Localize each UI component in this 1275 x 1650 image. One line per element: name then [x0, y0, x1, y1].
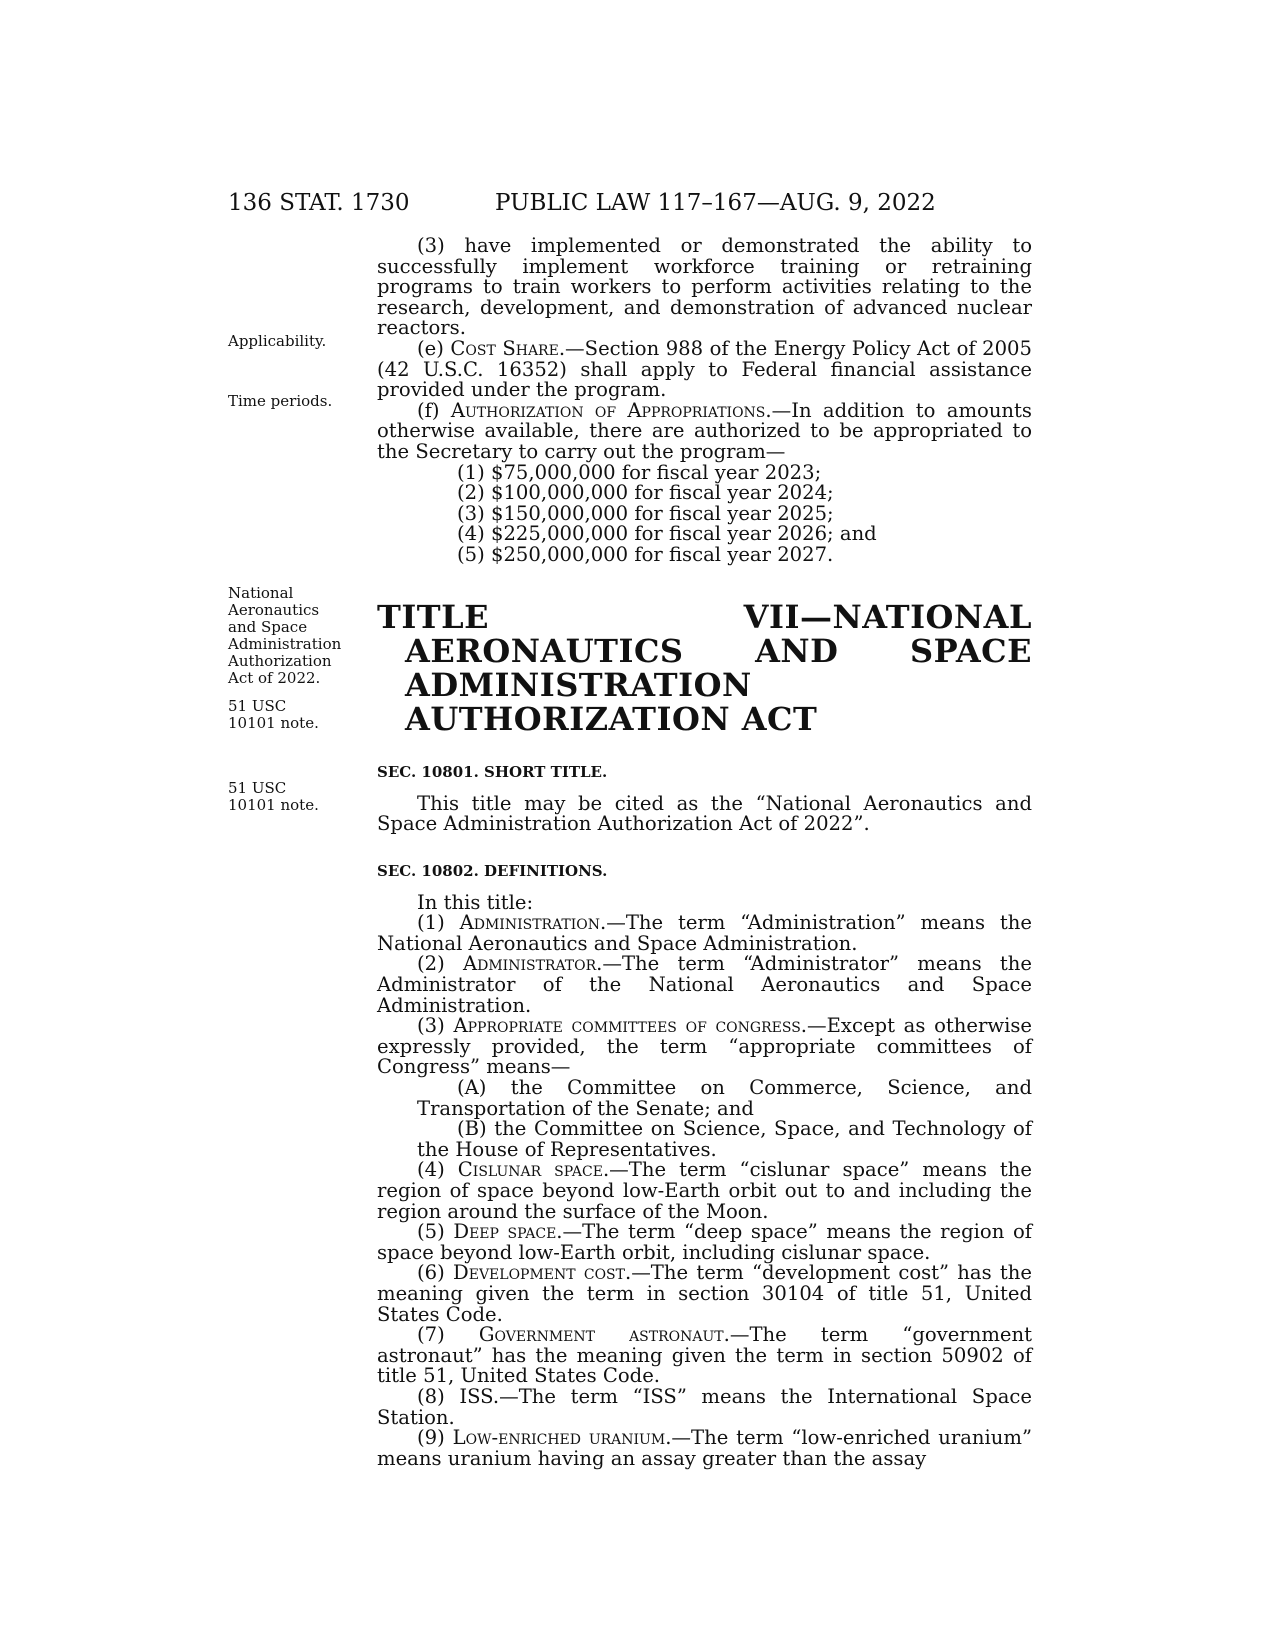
- definition-7: (7) Government astronaut.—The term “government astronaut” has the meaning given the term in section 50902 of title 51, United States Code.: [377, 1323, 1033, 1388]
- section-10801-heading: SEC. 10801. SHORT TITLE.: [377, 762, 608, 781]
- title-heading: TITLE VII—NATIONAL AERONAUTICS AND SPACE ADMINISTRATION AUTHORIZATION ACT: [377, 597, 1032, 738]
- definition-6: (6) Development cost.—The term “development cost” has the meaning given the term in section 30104 of title 51, United States Code.: [377, 1261, 1033, 1326]
- definition-2: (2) Administrator.—The term “Administrator” means the Administrator of the National Aeronautics and Space Administration.: [377, 952, 1033, 1017]
- definition-3-subparagraph-a: (A) the Committee on Commerce, Science, and Transportation of the Senate; and: [417, 1076, 1032, 1120]
- definition-4: (4) Cislunar space.—The term “cislunar space” means the region of space beyond low-Earth orbit out to and including the region around the surface of the Moon.: [377, 1158, 1033, 1223]
- definition-1: (1) Administration.—The term “Administration” means the National Aeronautics and Space Administration.: [377, 911, 1032, 955]
- margin-note-act-name: National Aeronautics and Space Administration Authorization Act of 2022.: [228, 584, 342, 687]
- paragraph-3: (3) have implemented or demonstrated the ability to successfully implement workforce training or retraining programs to train workers to perform activities relating to the research, development, and demonstration of advanced nuclear reactors.: [377, 234, 1032, 340]
- margin-note-applicability: Applicability.: [228, 332, 327, 350]
- section-10802-heading: SEC. 10802. DEFINITIONS.: [377, 861, 608, 880]
- statute-page-number: 136 STAT. 1730: [228, 190, 410, 216]
- appropriation-item: (4) $225,000,000 for fiscal year 2026; and: [457, 522, 877, 546]
- subsection-f: (f) Authorization of Appropriations.—In addition to amounts otherwise available, there are authorized to be appropriated to the Secretary to carry out the program—: [377, 398, 1032, 463]
- section-10802-intro: In this title:: [417, 890, 534, 914]
- definition-5: (5) Deep space.—The term “deep space” means the region of space beyond low-Earth orbit, including cislunar space.: [377, 1220, 1032, 1264]
- subsection-e-heading: Cost Share: [450, 336, 559, 360]
- subsection-e: (e) Cost Share.—Section 988 of the Energy Policy Act of 2005 (42 U.S.C. 16352) shall apply to Federal financial assistance provided under the program.: [377, 336, 1032, 402]
- definition-3-subparagraph-b: (B) the Committee on Science, Space, and Technology of the House of Representatives.: [417, 1117, 1032, 1161]
- appropriation-item: (2) $100,000,000 for fiscal year 2024;: [457, 481, 834, 505]
- section-10801-text: This title may be cited as the “National Aeronautics and Space Administration Authorization Act of 2022”.: [377, 791, 1032, 836]
- definition-9: (9) Low-enriched uranium.—The term “low-enriched uranium” means uranium having an assay greater than the assay: [377, 1426, 1033, 1470]
- margin-note-usc-2: 51 USC 10101 note.: [228, 779, 319, 814]
- appropriation-item: (1) $75,000,000 for fiscal year 2023;: [457, 460, 822, 484]
- margin-note-usc-1: 51 USC 10101 note.: [228, 697, 319, 732]
- definition-3: (3) Appropriate committees of congress.—Except as otherwise expressly provided, the term “appropriate committees of Congress” means—: [377, 1014, 1033, 1079]
- document-body: [377, 236, 1032, 1469]
- margin-note-time-periods: Time periods.: [228, 392, 333, 410]
- running-header: PUBLIC LAW 117–167—AUG. 9, 2022: [495, 190, 936, 216]
- subsection-f-heading: Authorization of Appropriations: [450, 398, 766, 422]
- appropriation-item: (5) $250,000,000 for fiscal year 2027.: [457, 542, 834, 566]
- appropriation-item: (3) $150,000,000 for fiscal year 2025;: [457, 501, 834, 525]
- definition-8: (8) ISS.—The term “ISS” means the International Space Station.: [377, 1384, 1032, 1429]
